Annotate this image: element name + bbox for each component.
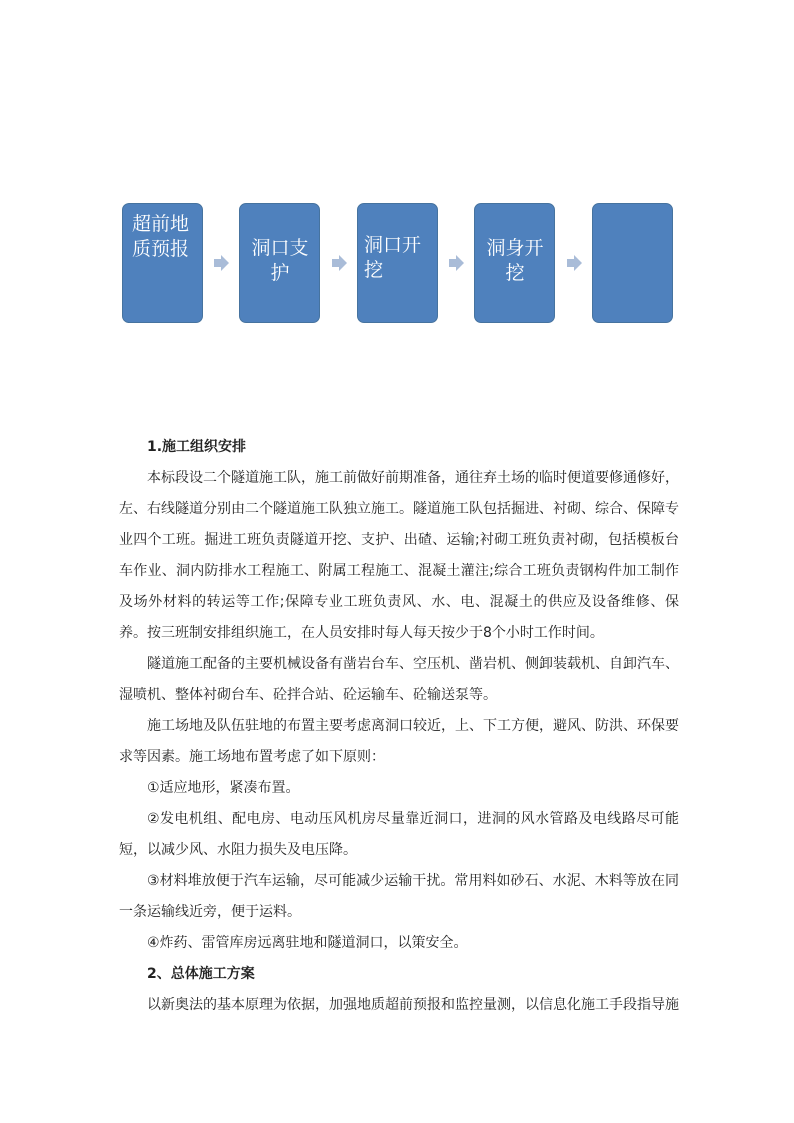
flow-step-1 (122, 203, 203, 323)
section-1-paragraph-1: 本标段设二个隧道施工队，施工前做好前期准备，通往弃土场的临时便道要修通修好，左、右线隧道分别由二个隧道施工队独立施工。隧道施工队包括掘进、衬砌、综合、保障专业四个工班。掘进工班负责隧道开挖、支护、出碴、运输;衬砌工班负责衬砌，包括模板台车作业、洞内防排水工程施工、附属工程施工、混凝土灌注;综合工班负责钢构件加工制作及场外材料的转运等工作;保障专业工班负责风、水、电、混凝土的供应及设备维修、保养。按三班制安排组织施工，在人员安排时每人每天按少于8个小时工作时间。 (119, 470, 679, 641)
section-1-paragraph-3: 施工场地及队伍驻地的布置主要考虑离洞口较近，上、下工方便，避风、防洪、环保要求等因素。施工场地布置考虑了如下原则： (119, 718, 679, 765)
flow-step-label: 超前地质预报 (132, 213, 190, 260)
section-2-heading: 2、总体施工方案 (147, 966, 255, 982)
process-flow-diagram (0, 0, 794, 340)
section-2-paragraph-1: 以新奥法的基本原理为依据，加强地质超前预报和监控量测，以信息化施工手段指导施 (147, 997, 679, 1013)
document-body (119, 432, 679, 1021)
section-1-paragraph-2: 隧道施工配备的主要机械设备有凿岩台车、空压机、凿岩机、侧卸装载机、自卸汽车、湿喷机、整体衬砌台车、砼拌合站、砼运输车、砼输送泵等。 (119, 656, 679, 703)
chevron-right-arrow-icon (330, 254, 348, 272)
flow-step-2 (239, 203, 320, 323)
chevron-right-arrow-icon (447, 254, 465, 272)
flow-step-5 (592, 203, 673, 323)
flow-step-3 (357, 203, 438, 323)
chevron-right-arrow-icon (212, 254, 230, 272)
principle-item-1: ①适应地形，紧凑布置。 (147, 780, 300, 796)
section-1-heading: 1.施工组织安排 (147, 439, 247, 455)
flow-step-4 (474, 203, 555, 323)
principle-item-3: ③材料堆放便于汽车运输，尽可能减少运输干扰。常用料如砂石、水泥、木料等放在同一条运输线近旁，便于运料。 (119, 873, 679, 920)
flow-step-label: 洞口开挖 (364, 234, 422, 281)
chevron-right-arrow-icon (565, 254, 583, 272)
principle-item-2: ②发电机组、配电房、电动压风机房尽量靠近洞口，进洞的风水管路及电线路尽可能短，以减少风、水阻力损失及电压降。 (119, 811, 679, 858)
flow-step-label: 洞身开挖 (486, 237, 544, 284)
flow-step-label: 洞口支护 (251, 237, 309, 284)
principle-item-4: ④炸药、雷管库房远离驻地和隧道洞口，以策安全。 (147, 935, 468, 951)
